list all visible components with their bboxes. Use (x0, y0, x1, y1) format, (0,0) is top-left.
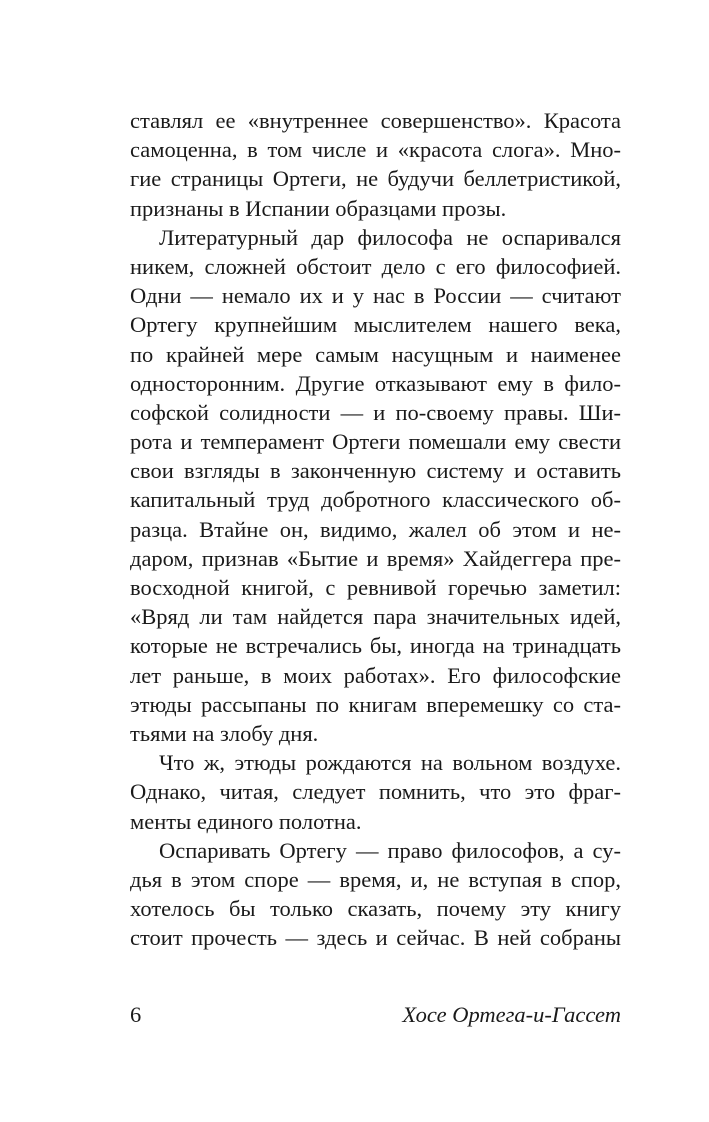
running-head-author: Хосе Ортега-и-Гассет (402, 1002, 621, 1027)
text-line: по крайней мере самым насущным и наименее (130, 341, 621, 367)
text-line: капитальный труд добротного классического об- (130, 487, 621, 513)
body-text (130, 106, 621, 952)
page-footer (130, 1000, 621, 1030)
text-line: Ортегу крупнейшим мыслителем нашего века, (130, 312, 621, 338)
text-line: разца. Втайне он, видимо, жалел об этом и не- (130, 516, 621, 542)
text-line: софской солидности — и по-своему правы. Ши- (130, 399, 621, 425)
text-line: лет раньше, в моих работах». Его философские (130, 662, 621, 688)
text-line: признаны в Испании образцами прозы. (130, 195, 507, 221)
text-line: этюды рассыпаны по книгам вперемешку со ста- (130, 691, 621, 717)
text-line: Литературный дар философа не оспаривался (159, 224, 621, 250)
text-line: менты единого полотна. (130, 808, 362, 834)
text-line: даром, признав «Бытие и время» Хайдеггера пре- (130, 545, 621, 571)
text-line: Оспаривать Ортегу — право философов, а су- (159, 837, 621, 863)
text-line: самоценна, в том числе и «красота слога». Мно- (130, 137, 621, 163)
text-line: ставлял ее «внутреннее совершенство». Красота (130, 108, 621, 133)
text-line: никем, сложней обстоит дело с его философией. (130, 253, 621, 279)
text-line: гие страницы Ортеги, не будучи беллетристикой, (130, 166, 621, 192)
text-line: Одни — немало их и у нас в России — считают (130, 283, 621, 309)
text-line: рота и темперамент Ортеги помешали ему свести (130, 429, 621, 455)
text-line: которые не встречались бы, иногда на тринадцать (130, 633, 621, 659)
text-line: односторонним. Другие отказывают ему в фило- (130, 370, 621, 396)
text-line: Однако, читая, следует помнить, что это фраг- (130, 779, 621, 805)
text-line: «Вряд ли там найдется пара значительных идей, (130, 604, 621, 630)
text-line: восходной книгой, с ревнивой горечью заметил: (130, 575, 621, 600)
text-line: хотелось бы только сказать, почему эту книгу (130, 896, 621, 922)
text-line: свои взгляды в законченную систему и оставить (130, 458, 621, 484)
text-line: стоит прочесть — здесь и сейчас. В ней собраны (130, 925, 621, 951)
text-line: тьями на злобу дня. (130, 720, 319, 746)
text-line: дья в этом споре — время, и, не вступая в спор, (130, 866, 621, 892)
page-number: 6 (130, 1002, 142, 1027)
text-line: Что ж, этюды рождаются на вольном воздухе. (159, 750, 621, 776)
